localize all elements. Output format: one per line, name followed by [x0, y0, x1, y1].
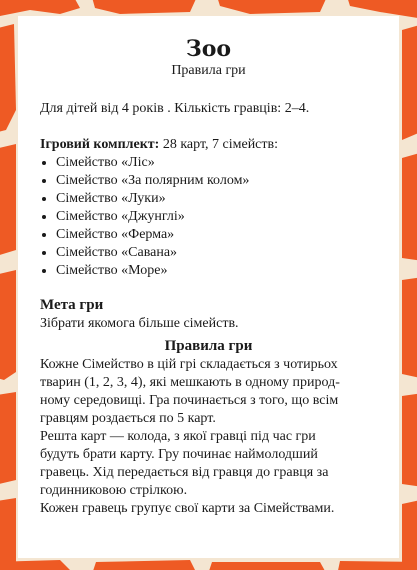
- rules-card: [18, 16, 399, 558]
- list-item: • Сімейство «За полярним колом»: [56, 172, 377, 190]
- list-item: • Сімейство «Джунглі»: [56, 208, 377, 226]
- text-line: годинниковою стрілкою.: [40, 483, 188, 498]
- text-line: ному середовищі. Гра починається з того, що всім: [40, 393, 339, 408]
- rules-paragraph-3: Кожен гравець групує свої карти за Сімействами.: [40, 501, 335, 516]
- list-item: • Сімейство «Ферма»: [56, 226, 377, 244]
- page-title: Зоо: [185, 36, 232, 62]
- text-line: гравець. Хід передається від гравця до гравця за: [40, 465, 329, 480]
- intro-text: Для дітей від 4 років . Кількість гравців: 2–4.: [40, 101, 310, 116]
- rules-paragraph-2: [40, 428, 377, 500]
- kit-label: Ігровий комплект:: [40, 137, 160, 152]
- rules-heading: Правила гри: [164, 338, 253, 354]
- text-line: гравцям роздається по 5 карт.: [40, 411, 216, 426]
- list-item: • Сімейство «Море»: [56, 262, 377, 280]
- text-line: тварин (1, 2, 3, 4), які мешкають в одному природ-: [40, 375, 340, 390]
- page-subtitle: Правила гри: [171, 63, 246, 78]
- rules-paragraph-1: [40, 356, 377, 428]
- list-item: • Сімейство «Луки»: [56, 190, 377, 208]
- list-item: • Сімейство «Ліс»: [56, 154, 377, 172]
- list-item: • Сімейство «Савана»: [56, 244, 377, 262]
- text-line: Решта карт — колода, з якої гравці під час гри: [40, 429, 316, 444]
- families-list: [40, 154, 377, 280]
- goal-text: Зібрати якомога більше сімейств.: [40, 316, 239, 331]
- kit-value: 28 карт, 7 сімейств:: [159, 137, 279, 152]
- kit-line: [40, 136, 377, 154]
- text-line: Кожне Сімейство в цій грі складається з чотирьох: [40, 357, 338, 372]
- text-line: будуть брати карту. Гру починає наймолодший: [40, 447, 318, 462]
- goal-heading: Мета гри: [40, 297, 104, 313]
